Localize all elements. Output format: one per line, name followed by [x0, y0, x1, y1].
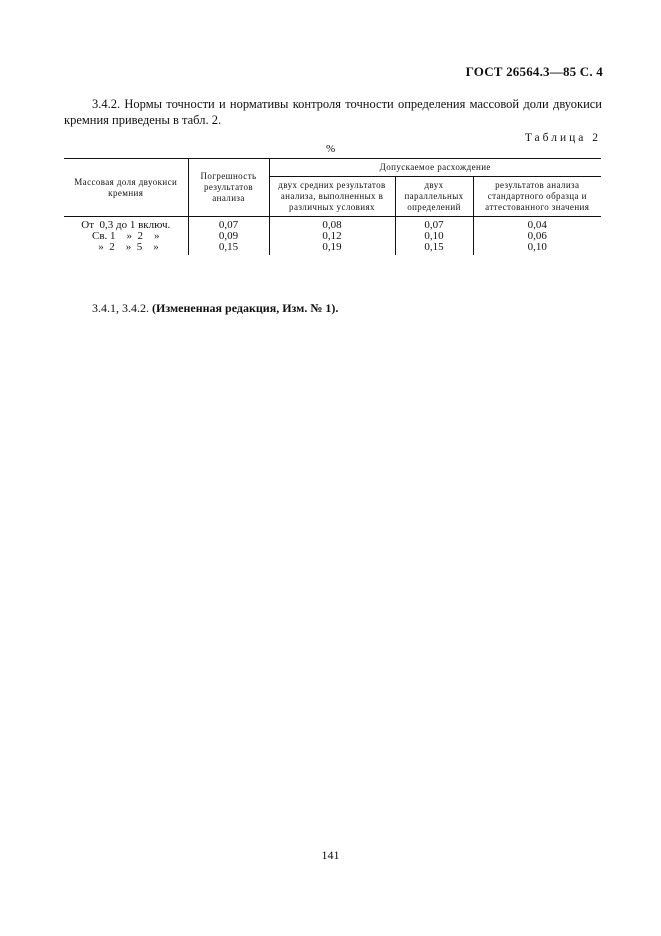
cell-value: 0,12	[269, 231, 395, 242]
cell-value: 0,10	[473, 242, 601, 255]
page-number: 141	[321, 848, 340, 862]
header-allowed-discrepancy: Допускаемое расхождение	[269, 159, 601, 177]
header-two-mean-results: двух средних результатов анализа, выполненных в различных условиях	[269, 177, 395, 217]
cell-value: 0,09	[188, 231, 269, 242]
cell-value: 0,15	[395, 242, 473, 255]
header-error: Погрешность результатов анализа	[188, 159, 269, 217]
table-row	[64, 217, 601, 232]
cell-value: 0,10	[395, 231, 473, 242]
cell-range: » 2 » 5 »	[92, 241, 159, 253]
accuracy-table	[64, 158, 601, 255]
amendment-note	[92, 301, 338, 316]
cell-range: Св. 1 » 2 »	[91, 230, 160, 242]
cell-value: 0,04	[473, 217, 601, 232]
amendment-text: (Измененная редакция, Изм. № 1).	[152, 301, 339, 315]
section-paragraph: 3.4.2. Нормы точности и нормативы контроля точности определения массовой доли двуокиси кремния приведены в табл. 2.	[64, 97, 602, 127]
table-unit: %	[326, 143, 336, 155]
cell-range: От 0,3 до 1 включ.	[81, 219, 171, 231]
cell-value: 0,07	[395, 217, 473, 232]
cell-value: 0,19	[269, 242, 395, 255]
document-reference: ГОСТ 26564.3—85 С. 4	[465, 64, 603, 79]
cell-value: 0,08	[269, 217, 395, 232]
cell-value: 0,07	[188, 217, 269, 232]
header-two-parallel: двух параллельных определений	[395, 177, 473, 217]
cell-value: 0,06	[473, 231, 601, 242]
table-row	[64, 242, 601, 255]
header-mass-fraction: Массовая доля двуокиси кремния	[64, 159, 188, 217]
cell-value: 0,15	[188, 242, 269, 255]
header-standard-sample: результатов анализа стандартного образца и аттестованного значения	[473, 177, 601, 217]
amendment-ref: 3.4.1, 3.4.2.	[92, 301, 149, 315]
table-caption: Таблица 2	[524, 132, 601, 144]
